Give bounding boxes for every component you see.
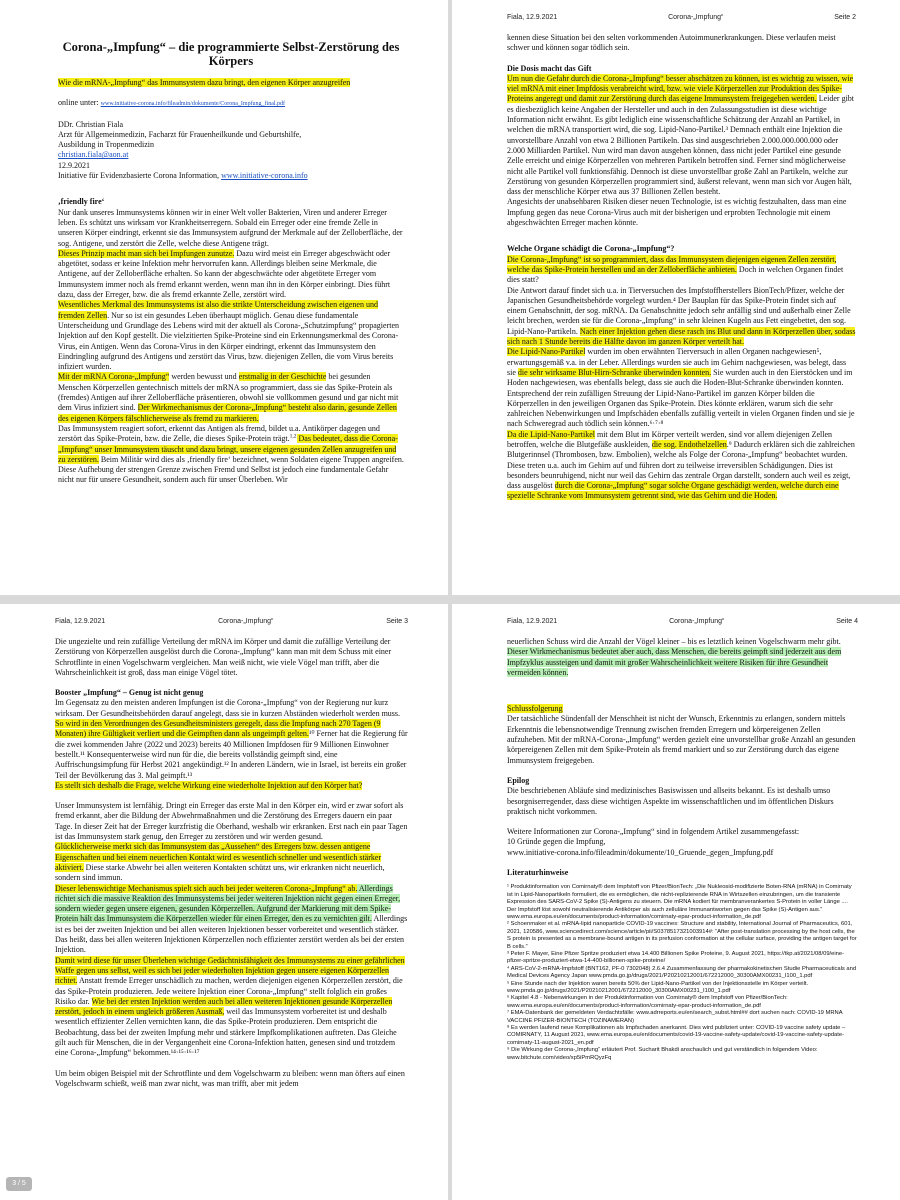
reference-list: [507, 884, 858, 1062]
paragraph: Die ungezielte und rein zufällige Verteilung der mRNA im Körper und damit die zufällige Verteilung der Zerstörung von Körperzellen ausgelöst durch die Corona-„Impfung“ kann man mit dem Schuss mit einer Schrotflinte in einen Vogelschwarm vergleichen. Man weiß nicht, wie viele Vögel man trifft, aber die Wahrscheinlichkeit ist groß, dass man einige Vögel tötet.: [55, 637, 392, 677]
paragraph: Glücklicherweise merkt sich das Immunsystem das „Aussehen“ des Erregers bzw. dessen antigene Eigenschaften und bei einem neuerlichen Kontakt wird es wesentlich schneller und wesentlich stärker aktiviert. Diese starke Abwehr bei allen weiteren Kontakten schützt uns, wir erkranken nicht neuerlich, sondern sind immun.: [55, 842, 385, 883]
initiative-link[interactable]: www.initiative-corona.info: [221, 171, 308, 181]
section-heading-dosis: Die Dosis macht das Gift: [507, 63, 592, 73]
header-title: Corona-„Impfung“: [669, 618, 725, 625]
section-heading-friendly-fire: ‚friendly fire‘: [58, 197, 105, 207]
paragraph: Die beschriebenen Abläufe sind medizinisches Basiswissen und allseits bekannt. Es ist deshalb umso besorgniserregender, dass diese wichtigen Aspekte im wissenschaftlichen und im öffentlichen Diskurs praktisch nicht vorkommen.: [507, 786, 834, 816]
paragraph: Mit der mRNA Corona-„Impfung“ werden bewusst und erstmalig in der Geschichte bei gesunden Menschen Körperzellen gentechnisch mittels der mRNA so programmiert, dass sie das Spike-Protein als (fremdes) Antigen auf ihrer Zelloberfläche präsentieren, obwohl sie vollkommen gesund und gar nicht mit dem Virus infiziert sind. Der Wirkmechanismus der Corona-„Impfung“ besteht also darin, gesunde Zellen des eigenen Körpers fälschlicherweise als fremd zu markieren.: [58, 372, 399, 423]
paragraph: Diese Aufhebung der strengen Grenze zwischen Fremd und Selbst ist jedoch eine fundamentale Gefahr nicht nur für unsere Gesundheit, sondern auch für unser Überleben. Wir: [58, 465, 389, 485]
online-line: online unter: www.initiative-corona.info/fileadmin/dokumente/Corona_Impfung_final.pdf: [58, 98, 286, 108]
section-heading-epilog: Epilog: [507, 775, 530, 785]
document-title: Corona-„Impfung“ – die programmierte Selbst-Zerstörung des Körpers: [62, 40, 400, 68]
header-page-number: Seite 3: [386, 618, 408, 625]
paragraph: Es stellt sich deshalb die Frage, welche Wirkung eine wiederholte Injektion auf den Körper hat?: [55, 780, 363, 790]
paragraph: Damit wird diese für unser Überleben wichtige Gedächtnisfähigkeit des Immunsystems zu einer gefährlichen Waffe gegen uns selbst, weil es sich bei jeder wiederholten Injektion gegen unsere eigenen Körperzellen richtet. Anstatt fremde Erreger unschädlich zu machen, werden diejenigen eigenen Körperzellen zerstört, die das Spike-Protein produzieren. Jede weitere Injektion einer Corona-„Impfung“ stellt folglich ein großes Risiko dar. Wie bei der ersten Injektion werden auch bei allen weiteren Injektionen gesunde Körperzellen zerstört, jedoch in einem ungleich größeren Ausmaß, weil das Immunsystem vorbereitet ist und deshalb wesentlich effizienter Zellen vernichten kann, die das Spike-Protein produzieren. Dem entspricht die Beobachtung, dass bei der zweiten Impfung mehr und stärkere Impfkomplikationen auftreten. Das Gleiche gilt auch für Menschen, die in der Vergangenheit eine Corona-Infektion hatten, genesen sind und trotzdem eine Corona-„Impfung“ bekommen.¹⁴·¹⁵·¹⁶·¹⁷: [55, 955, 405, 1058]
section-heading-literatur: Literaturhinweise: [507, 868, 569, 878]
paragraph: Die Corona-„Impfung“ ist so programmiert, dass das Immunsystem diejenigen eigenen Zellen zerstört, welche das Spike-Protein herstellen und an der Zelloberfläche anbieten. Doch in welchen Organen findet dies statt?: [507, 254, 844, 285]
author-name: DDr. Christian Fiala: [58, 119, 124, 129]
paragraph: Die Antwort darauf findet sich u.a. in Tierversuchen des Impfstoffherstellers BionTech/Pfizer, welche der Japanischen Gesundheitsbehörde vorgelegt wurden.⁴ Der Bauplan für das Spike-Protein findet sich auf einem Genabschnitt, der sog. mRNA. Da Genabschnitte jedoch sehr anfällig sind und außerhalb einer Zelle leicht brechen, werden sie für die Corona-„Impfung“ in sehr kleinen Kugeln aus Fett eingebettet, den sog. Lipid-Nano-Partikeln. Nach einer Injektion gehen diese rasch ins Blut und dann in Körperzellen über, sodass sich nach 1 Stunde bereits die Hälfte davon im ganzen Körper verteilt hat.: [507, 285, 856, 347]
reference-item: ⁷ EMA-Datenbank der gemeldeten Verdachtsfälle: www.adrreports.eu/en/search_subst.html## dort suchen nach: COVID-19 MRNA VACCINE PFIZER-BIONTECH (TOZINAMERAN): [507, 1010, 843, 1024]
page-header: [507, 14, 856, 21]
document-subtitle: Wie die mRNA-„Impfung“ das Immunsystem dazu bringt, den eigenen Körper anzugreifen: [58, 78, 351, 87]
initiative-line: Initiative für Evidenzbasierte Corona Information, www.initiative-corona.info: [58, 171, 308, 181]
paragraph: Dieser lebenswichtige Mechanismus spielt sich auch bei jeder weiteren Corona-„Impfung“ ab. Allerdings richtet sich die massive Reaktion des Immunsystems bei jeder weiteren Injektion nicht gegen einen Erreger, sondern wieder gegen unsere eigenen, gesunden Körperzellen. Aufgrund der Markierung mit dem Spike-Protein hält das Immunsystem die Körperzellen wieder für einen Erreger, den es zu vernichten gilt. Allerdings ist es bei der zweiten Injektion und bei allen weiteren Injektionen besser vorbereitet und wesentlich stärker. Das heißt, dass bei allen weiteren Injektionen Körperzellen noch effizienter zerstört werden als bei der ersten Injektion.: [55, 883, 408, 955]
header-title: Corona-„Impfung“: [218, 618, 274, 625]
header-title: Corona-„Impfung“: [668, 14, 724, 21]
author-email-link[interactable]: christian.fiala@aon.at: [58, 150, 129, 160]
paragraph: Der tatsächliche Sündenfall der Menschheit ist nicht der Wunsch, Erkenntnis zu erlangen, sondern mittels Erkenntnis die lebensnotwendige Trennung zwischen fremden Erregern und körpereigenen Zellen aufzuheben. Mit der mRNA-Corona-„Impfung“ werden gezielt eine unvorstellbar große Anzahl an gesunden körpereigenen Zellen mit dem Spike-Protein als fremd markiert und so zur Zerstörung durch das eigene Immunsystem freigegeben.: [507, 714, 856, 765]
document-page-4: [452, 604, 900, 1200]
reference-item: ² Schoenmaker et al. mRNA-lipid nanoparticle COVID-19 vaccines: Structure and stability, International Journal of Pharmaceutics, 601, 2021, 120586, www.sciencedirect.com/science/article/pii/S0378517321003914#: “After post-translation processing by the host cells, the S protein is presented as a membrane-bound antigen in its prefusion conformation at the cellular surface, providing the antigen target for B cells.”: [507, 921, 857, 950]
document-date: 12.9.2021: [58, 160, 90, 170]
paragraph: neuerlichen Schuss wird die Anzahl der Vögel kleiner – bis es letztlich keinen Vogelschwarm mehr gibt.: [507, 637, 841, 646]
further-info-link[interactable]: www.initiative-corona.info/fileadmin/dokumente/10_Gruende_gegen_Impfung.pdf: [507, 847, 774, 857]
paragraph: Dieser Wirkmechanismus bedeutet aber auch, dass Menschen, die bereits geimpft sind jederzeit aus dem Impfzyklus aussteigen und damit mit großer Wahrscheinlichkeit weitere Risiken für ihre Gesundheit vermeiden können.: [507, 647, 842, 677]
header-author-date: Fiala, 12.9.2021: [507, 14, 558, 21]
paragraph: Um nun die Gefahr durch die Corona-„Impfung“ besser abschätzen zu können, ist es wichtig zu wissen, wie viel mRNA mit einer Impfdosis verabreicht wird, bzw. wie viele Körperzellen zur Produktion des Spike-Proteins angeregt und damit zur Zerstörung durch das eigene Immunsystem freigegeben werden. Leider gibt es diesbezüglich keine Angaben der Hersteller und auch in den Zulassungsstudien ist diese wichtige Information nicht erwähnt. Es gibt lediglich eine wissenschaftliche Schätzung der Anzahl an Partikel, in welchen die mRNA transportiert wird, die sog. Lipid-Nano-Partikel.³ Demnach enthält eine Injektion die unvorstellbare Anzahl von etwa 2 Billionen Partikeln. Das sind ausgeschrieben 2.000.000.000.000 oder 2.000 Milliarden Partikel. Nun wird man davon ausgehen können, dass nicht jeder Partikel eine gesunde Zelle erreicht und einige Körperzellen von mehreren Partikeln betroffen sind. Ferner sind möglicherweise nicht alle Partikel voll funktionsfähig. Dennoch ist diese unvorstellbar große Zahl an Partikeln, welche zur Zerstörung von gesunden Körperzellen programmiert sind, äußerst relevant, wenn man sich vor Augen hält, dass der menschliche Körper etwa aus 37 Billionen Zellen besteht.: [507, 73, 855, 197]
paragraph: Angesichts der unabsehbaren Risiken dieser neuen Technologie, ist es wichtig festzuhalten, dass man eine Impfung gegen das neue Corona-Virus auch mit der bisherigen und erprobten Technologie mit einem abgeschwächten Erreger machen könnte.: [507, 197, 847, 228]
header-author-date: Fiala, 12.9.2021: [507, 618, 558, 625]
paragraph: kennen diese Situation bei den selten vorkommenden Autoimmunerkrankungen. Diese verlaufen meist schwer und können sogar tödlich sein.: [507, 33, 836, 53]
document-page-3: [0, 604, 448, 1200]
reference-item: ³ Peter F. Mayer, Eine Pfizer Spritze produziert etwa 14.400 Billionen Spike Proteine, 9. August 2021, https://tkp.at/2021/08/09/eine-pfizer-spritze-produziert-etwa-14-400-billionen-spike-proteine/: [507, 951, 845, 965]
paragraph: Das Immunsystem reagiert sofort, erkennt das Antigen als fremd, bildet u.a. Antikörper dagegen und zerstört das Spike-Protein, bzw. die Zelle, die dieses Spike-Protein trägt.$^{1,2}$ Das bedeutet, dass die Corona-„Impfung“ unser Immunsystem täuscht und dazu bringt, unsere eigenen gesunden Zellen anzugreifen und zu zerstören. Beim Militär wird dies als ‚friendly fire‘ bezeichnet, wenn Soldaten eigene Truppen angreifen.: [58, 423, 404, 464]
author-training: Ausbildung in Tropenmedizin: [58, 140, 155, 150]
paragraph: Die Lipid-Nano-Partikel wurden im oben erwähnten Tierversuch in allen Organen nachgewiesen⁵, erwartungsgemäß v.a. in der Leber. Allerdings wurden sie auch im Gehirn nachgewiesen, was belegt, dass sie die sehr wirksame Blut-Hirn-Schranke überwinden konnten. Sie wurden auch in den Eierstöcken und im Hoden nachgewiesen, was ebenfalls belegt, dass sie auch die Hoden-Blut-Schranke überwinden konnten. Entsprechend der rein zufälligen Streuung der Lipid-Nano-Partikel im ganzen Körper bilden die Körperzellen in den jeweiligen Organen das Spike-Protein. Dies könnte erklären, warum sich die sehr zahlreichen Nebenwirkungen und Impfschäden ebenfalls zufällig verteilt in vielen Organen finden und sie je nach Schweregrad auch tödlich sein können.⁶·⁷·⁸: [507, 347, 855, 429]
document-page-1: [0, 0, 448, 595]
paragraph: Unser Immunsystem ist lernfähig. Dringt ein Erreger das erste Mal in den Körper ein, wird er zwar sofort als fremd erkannt, aber die Bildung der Abwehrmaßnahmen und die Zerstörung des Erregers dauern ein paar Tage. In dieser Zeit hat der Erreger kurzfristig die Oberhand, weshalb wir erkranken. Erst nach ein paar Tagen ist das Immunsystem stark genug, den Erreger zu zerstören und wir werden gesund.: [55, 801, 408, 842]
paragraph: Um beim obigen Beispiel mit der Schrotflinte und dem Vogelschwarm zu bleiben: wenn man öfters auf einen Vogelschwarm schießt, weiß man zwar nicht, was man trifft, aber mit jedem: [55, 1068, 405, 1088]
reference-item: ⁴ ARS-CoV-2-mRNA-Impfstoff (BNT162, PF-0 7302048) 2.6.4 Zusammenfassung der pharmakokinetischen Studie Pharmaceuticals and Medical Devices Agency Japan www.pmda.go.jp/drugs/2021/P20210212001/672212000_30300AMX00231_I100_1.pdf: [507, 965, 857, 980]
reference-item: ¹ Produktinformation von Comirnaty® dem Impfstoff von Pfizer/BionTech: „Die Nukleosid-modifizierte Boten-RNA (mRNA) in Comirnaty ist in Lipid-Nanopartikeln formuliert, die es ermöglichen, die nicht-replizierende RNA in Wirtszellen einzubringen, um die transiente Expression des SARS-CoV-2 Spike (S)-Antigens zu steuern. Die mRNA kodiert für membranverankertes S-Protein in voller Länge .... Der Impfstoff löst sowohl neutralisierende Antikörper als auch zelluläre Immunantworten gegen das Spike (S)-Antigen aus.“ www.ema.europa.eu/en/documents/product-information/comirnaty-epar-product-information_de.pdf: [507, 884, 852, 920]
page-indicator: 3 / 5: [6, 1177, 32, 1191]
author-role: Arzt für Allgemeinmedizin, Facharzt für Frauenheilkunde und Geburtshilfe,: [58, 129, 302, 139]
paragraph: Wesentliches Merkmal des Immunsystems ist also die strikte Unterscheidung zwischen eigenen und fremden Zellen. Nur so ist ein gesundes Leben überhaupt möglich. Genau diese fundamentale Unterscheidung und Grundlage des Lebens wird mit der aktuell als Corona-„Schutzimpfung“ propagierten Injektion auf den Kopf gestellt. Die vielzitierten Spike-Proteine sind ein Erkennungsmerkmal des Corona-Virus, ein Antigen. Wenn das Corona-Virus in den Körper eindringt, erkennt das Immunsystem den Eindringling aufgrund des Antigens und zerstört das Virus, bzw. diejenigen Zellen, die vom Virus bereits infiziert wurden.: [58, 300, 400, 372]
header-author-date: Fiala, 12.9.2021: [55, 618, 106, 625]
page-header: [507, 618, 858, 625]
paragraph: Weitere Informationen zur Corona-„Impfung“ sind in folgendem Artikel zusammengefasst:: [507, 827, 800, 837]
reference-item: ⁶ Kapitel 4.8 - Nebenwirkungen in der Produktinformation von Comirnaty® dem Impfstoff von Pfizer/BionTech: www.ema.europa.eu/en/documents/product-information/comirnaty-epar-product-information_de.pdf: [507, 995, 788, 1009]
paragraph: Nur dank unseres Immunsystems können wir in einer Welt voller Bakterien, Viren und anderer Erreger leben. Es schützt uns wirksam vor Krankheitserregern. Sobald ein Erreger oder eine fremde Zelle in unseren Körper eindringt, erkennt sie das Immunsystem aufgrund der Merkmale auf der Zelloberfläche, der sog. Antigene, und zerstört die Zelle, welche diese Antigene trägt.: [58, 207, 403, 248]
section-heading-schluss: Schlussfolgerung: [507, 704, 563, 714]
paragraph: 10 Gründe gegen die Impfung,: [507, 837, 606, 847]
document-page-2: [452, 0, 900, 595]
paragraph: Da die Lipid-Nano-Partikel mit dem Blut im Körper verteilt werden, sind vor allem diejenigen Zellen betroffen, welche die Blutgefäße auskleiden, die sog. Endothelzellen.⁹ Dadurch erklären sich die zahlreichen Blutgerinnsel (Thrombosen, bzw. Embolien), welche als Folge der Corona-„Impfung“ beobachtet wurden. Diese treten u.a. auch im Gehirn auf und führen dort zu teilweise irreversiblen Schädigungen. Dies ist besonders beunruhigend, nicht nur weil das Gehirn das zentrale Organ darstellt, sondern auch weil es zeigt, dass ausgelöst durch die Corona-„Impfung“ sogar solche Organe geschädigt werden, welche durch eine spezielle Schranke vom Immunsystem getrennt sind, wie das Gehirn und die Hoden.: [507, 429, 855, 501]
reference-item: ⁸ Es werden laufend neue Komplikationen als Impfschaden anerkannt. Dies wird publiziert unter: COVID-19 vaccine safety update – COMIRNATY, 11 August 2021, www.ema.europa.eu/en/documents/covid-19-vaccine-safety-update/covid-19-vaccine-safety-update-comirnaty-11-august-2021_en.pdf: [507, 1025, 846, 1046]
section-heading-organe: Welche Organe schädigt die Corona-„Impfung“?: [507, 244, 675, 254]
section-heading-booster: Booster „Impfung“ – Genug ist nicht genug: [55, 688, 204, 698]
reference-item: ⁵ Eine Stunde nach der Injektion waren bereits 50% der Lipid-Nano-Partikel von der Injektionsstelle im Körper verteilt. www.pmda.go.jp/drugs/2021/P20210212001/672212000_30300AMX00231_I100_1.pdf: [507, 980, 809, 995]
paragraph: Dieses Prinzip macht man sich bei Impfungen zunutze. Dazu wird meist ein Erreger abgeschwächt oder abgetötet, sodass er keine Infektion mehr hervorrufen kann. Allerdings bleiben seine Merkmale, die Antigene, auf der Zelloberfläche erhalten. So kann der abgeschwächte oder abgetötete Erreger vom Immunsystem immer noch als fremd erkannt werden, wenn man ihn in den Körper einbringt. Dies führt dazu, dass der Erreger, bzw. die als fremd erkannte Zelle, zerstört wird.: [58, 248, 391, 300]
paragraph: Im Gegensatz zu den meisten anderen Impfungen ist die Corona-„Impfung“ von der Regierung nur kurz wirksam. Der Gesundheitsbehörden darauf angelegt, dass sie in kurzen Abständen wiederholt werden muss. So wird in den Verordnungen des Gesundheitsministers geregelt, dass die Impfung nach 270 Tagen (9 Monaten) ihre Gültigkeit verliert und die Geimpften dann als ungeimpft gelten.¹⁰ Ferner hat die Regierung für die zwei kommenden Jahre (2022 und 2023) bereits 40 Millionen Impfdosen für 9 Millionen Einwohner bestellt.¹¹ Konsequenterweise wird nun für die, die bereits vollständig geimpft sind, eine Auffrischungsimpfung für Herbst 2021 angekündigt.¹² In anderen Ländern, wie in Israel, ist bereits ein großer Teil der Bevölkerung das 3. Mal geimpft.¹³: [55, 698, 408, 780]
reference-item: ⁹ Die Wirkung der Corona-„Impfung“ erläutert Prof. Sucharit Bhakdi anschaulich und gut verständlich in folgendem Video: www.bitchute.com/video/xp5iPmRQyzFq: [507, 1047, 818, 1061]
page-header: [55, 618, 408, 625]
header-page-number: Seite 2: [834, 14, 856, 21]
header-page-number: Seite 4: [836, 618, 858, 625]
online-link[interactable]: www.initiative-corona.info/fileadmin/dokumente/Corona_Impfung_final.pdf: [100, 101, 286, 108]
